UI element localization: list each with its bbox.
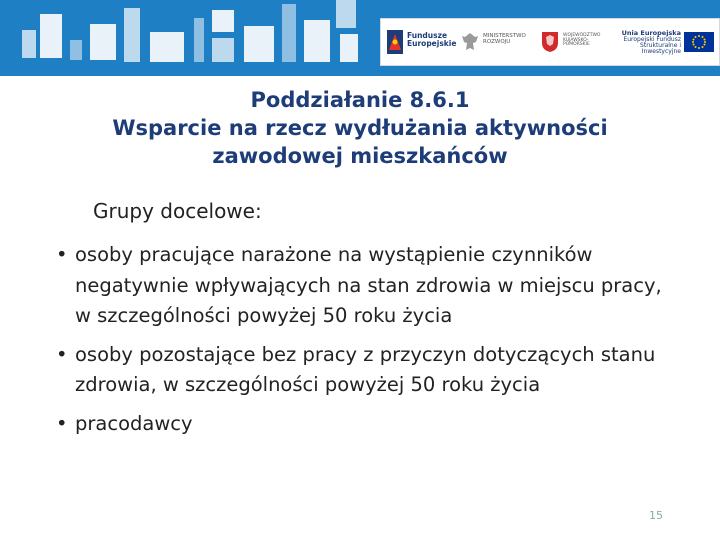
banner-decor [212, 38, 234, 62]
logo-bar [380, 18, 720, 66]
eu-logo: Unia Europejska Europejski Fundusz Strukturalne i Inwestycyjne [619, 19, 717, 65]
fundusze-europejskie-logo: Fundusze Europejskie [387, 19, 453, 65]
banner-decor [244, 26, 274, 62]
region-logo: WOJEWÓDZTWO KUJAWSKO-POMORSKIE [541, 19, 613, 65]
bullet-icon: • [56, 243, 68, 266]
target-groups-list [56, 240, 676, 447]
title-line-2: Wsparcie na rzecz wydłużania aktywności [112, 116, 608, 140]
banner-decor [282, 4, 296, 62]
list-item: • osoby pozostające bez pracy z przyczyn dotyczących stanu zdrowia, w szczególności powyżej 50 roku życia [56, 340, 676, 401]
title-line-1: Poddziałanie 8.6.1 [250, 88, 470, 112]
page-number: 15 [649, 509, 663, 522]
list-item: • osoby pracujące narażone na wystąpienie czynników negatywnie wpływających na stan zdrowia w miejscu pracy, w szczególności powyżej 50 roku życia [56, 240, 676, 332]
fe-star-icon [387, 30, 403, 54]
banner-decor [70, 40, 82, 60]
title-line-3: zawodowej mieszkańców [212, 144, 508, 168]
eagle-emblem-icon [461, 31, 479, 53]
header-banner [0, 0, 720, 76]
bullet-icon: • [56, 411, 68, 435]
banner-decor [194, 18, 204, 62]
ministry-logo: MINISTERSTWO ROZWOJU [461, 19, 533, 65]
banner-decor [150, 32, 184, 62]
banner-decor [340, 34, 358, 62]
region-crest-icon [541, 31, 559, 53]
bullet-icon: • [56, 342, 68, 366]
banner-decor [336, 0, 356, 28]
banner-decor [304, 20, 330, 62]
banner-decor [22, 30, 36, 58]
banner-decor [90, 24, 116, 60]
banner-decor [40, 14, 62, 58]
banner-decor [212, 10, 234, 32]
subheading: Grupy docelowe: [93, 199, 262, 223]
slide-title [0, 86, 720, 170]
list-item: • pracodawcy [56, 409, 676, 440]
eu-flag-icon [684, 32, 714, 52]
banner-decor [124, 8, 140, 62]
